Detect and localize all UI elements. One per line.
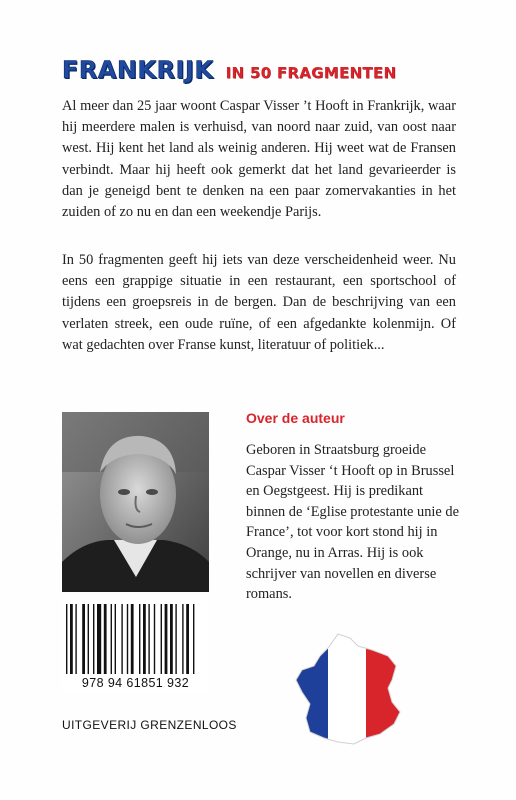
- about-author-text: Geboren in Straatsburg groeide Caspar Visser ‘t Hooft op in Brussel en Oegstgeest. Hij is predikant binnen de ‘Eglise protestante unie de France’, tot voor kort stond hij in Orange, nu in Arras. Hij is ook schrijver van novellen en diverse romans.: [246, 442, 459, 603]
- title-subtitle: IN 50 FRAGMENTEN: [225, 64, 397, 82]
- france-flag-map-icon: [288, 630, 408, 750]
- author-portrait-image: [62, 412, 209, 592]
- publisher-name: UITGEVERIJ GRENZENLOOS: [62, 718, 237, 732]
- isbn-number: 978 94 61851 932: [62, 676, 209, 694]
- author-photo: [62, 412, 209, 592]
- blurb-paragraph-1: Al meer dan 25 jaar woont Caspar Visser ’t Hooft in Frankrijk, waar hij meerdere malen is verhuisd, van noord naar zuid, van oost naar west. Hij kent het land als weinig anderen. Hij weet wat de Fransen verbindt. Maar hij heeft ook gemerkt dat het land gevarieerder is dan je geneigd bent te denken na een paar zomervakanties in het zuiden of zo nu en dan een weekendje Parijs.: [62, 98, 456, 221]
- book-title: [62, 56, 396, 84]
- blurb-paragraph-2: In 50 fragmenten geeft hij iets van deze verscheidenheid weer. Nu eens een grappige situatie in een restaurant, een sportschool of tijdens een groepsreis in de bergen. Dan de beschrijving van een verlaten streek, een oude ruïne, of een afgedankte kolenmijn. Of wat gedachten over Franse kunst, literatuur of politiek...: [62, 252, 456, 353]
- title-main: FRANKRIJK: [62, 56, 214, 84]
- about-author-heading: Over de auteur: [246, 410, 345, 426]
- barcode: [62, 596, 209, 676]
- barcode-bars: [62, 596, 209, 676]
